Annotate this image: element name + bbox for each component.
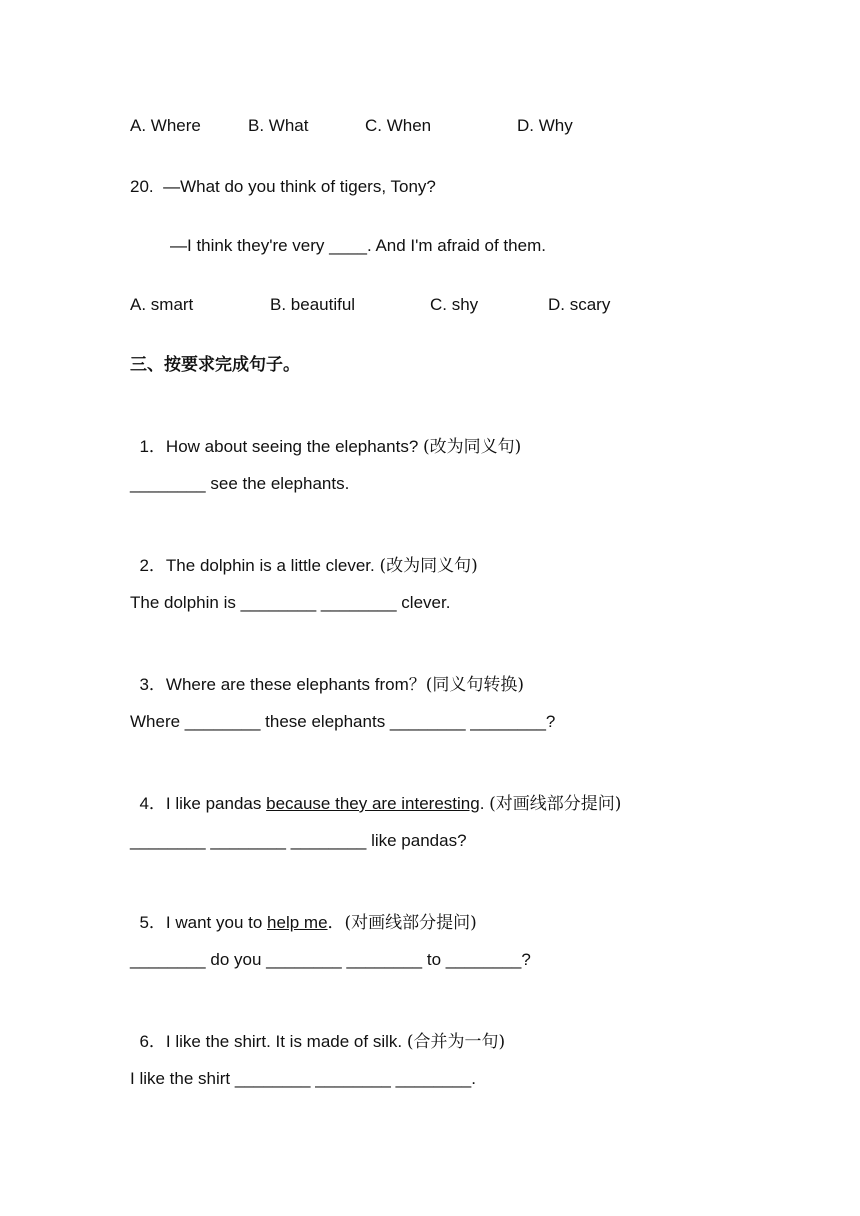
item-2-text: The dolphin is a little clever. xyxy=(165,556,380,575)
item-5-text: I want you to xyxy=(165,913,268,932)
item-5-question xyxy=(130,890,477,934)
item-5-answer: ________ do you ________ ________ to ________? xyxy=(130,950,531,969)
item-2-instruction: (改为同义句) xyxy=(379,556,478,576)
q20-prompt: 20. —What do you think of tigers, Tony? xyxy=(130,177,436,196)
item-2-number: 2． xyxy=(139,556,166,575)
q20-option-d: D. scary xyxy=(548,295,611,314)
item-4-underlined-phrase: because they are interesting xyxy=(266,794,480,813)
q20-option-b: B. beautiful xyxy=(270,295,356,314)
item-4-answer: ________ ________ ________ like pandas? xyxy=(130,831,467,850)
item-3-number: 3． xyxy=(139,675,166,694)
q19-option-b: B. What xyxy=(248,116,309,135)
item-1-text: How about seeing the elephants? xyxy=(165,437,423,456)
q20-option-c: C. shy xyxy=(430,295,479,314)
item-5-number: 5． xyxy=(139,913,166,932)
item-1-number: 1． xyxy=(139,437,166,456)
item-1-instruction: (改为同义句) xyxy=(423,437,522,457)
q20-option-a: A. smart xyxy=(130,295,194,314)
q19-option-d: D. Why xyxy=(517,116,573,135)
item-3-text: Where are these elephants from？ xyxy=(165,675,426,694)
item-2-answer: The dolphin is ________ ________ clever. xyxy=(130,593,451,612)
item-5-punctuation: ． xyxy=(327,913,345,932)
item-3-instruction: (同义句转换) xyxy=(425,675,525,695)
item-5-instruction: (对画线部分提问) xyxy=(344,913,477,933)
section-heading: 三、按要求完成句子。 xyxy=(130,355,300,375)
item-2-question xyxy=(130,533,478,577)
item-4-punctuation: . xyxy=(479,794,490,813)
item-1-answer: ________ see the elephants. xyxy=(130,474,350,493)
q20-reply: —I think they're very ____. And I'm afraid of them. xyxy=(170,236,546,255)
item-4-text: I like pandas xyxy=(165,794,267,813)
item-6-number: 6． xyxy=(139,1032,166,1051)
q19-option-c: C. When xyxy=(365,116,432,135)
item-4-number: 4． xyxy=(139,794,166,813)
item-4-question xyxy=(130,771,621,815)
item-3-question xyxy=(130,652,524,696)
item-4-instruction: (对画线部分提问) xyxy=(489,794,622,814)
item-3-answer: Where ________ these elephants ________ ________? xyxy=(130,712,556,731)
q19-option-a: A. Where xyxy=(130,116,201,135)
item-6-answer: I like the shirt ________ ________ ________. xyxy=(130,1069,476,1088)
item-6-text: I like the shirt. It is made of silk. xyxy=(165,1032,407,1051)
item-6-question xyxy=(130,1009,505,1053)
item-5-underlined-phrase: help me xyxy=(267,913,328,932)
item-6-instruction: (合并为一句) xyxy=(406,1032,506,1052)
item-1-question xyxy=(130,414,521,458)
